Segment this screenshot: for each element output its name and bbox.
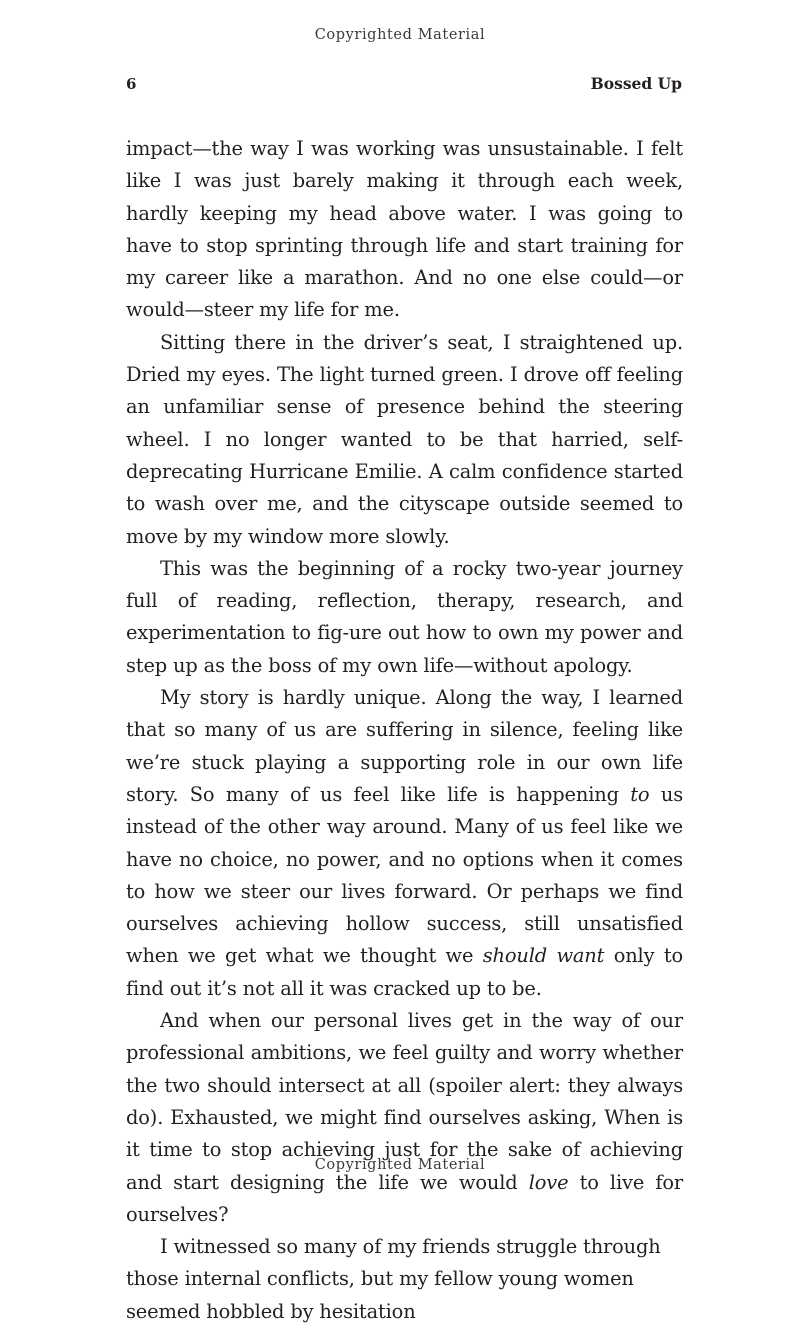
text-run: My story is hardly unique. Along the way, I learned that so many of us are suffering in silence, feeling like we’re stuck playing a supporting role in our own life story. So many of us feel like life is happening <box>126 686 683 806</box>
copyright-watermark-top: Copyrighted Material <box>314 27 486 43</box>
text-run: impact—the way I was working was unsustainable. I felt like I was just barely making it through each week, hardly keeping my head above water. I was going to have to stop sprinting through life and start training for my career like a marathon. And no one else could—or would—steer my life for me. <box>126 137 683 322</box>
paragraph <box>126 553 683 682</box>
text-run: only to find out it’s not all it was cracked up to be. <box>126 944 683 1000</box>
text-run: Sitting there in the driver’s seat, I straightened up. Dried my eyes. The light turned green. I drove off feeling an unfamiliar sense of presence behind the steering wheel. I no longer wanted to be that harried, self-deprecating Hurricane Emilie. A calm confidence started to wash over me, and the cityscape outside seemed to move by my window more slowly. <box>126 330 683 548</box>
paragraph <box>126 682 683 1005</box>
paragraph <box>126 133 683 327</box>
copyright-watermark-bottom: Copyrighted Material <box>314 1157 486 1173</box>
text-run: us instead of the other way around. Many of us feel like we have no choice, no power, and no options when it comes to how we steer our lives forward. Or perhaps we find ourselves achieving hollow success, still unsatisfied when we get what we thought we <box>126 782 684 968</box>
text-run: This was the beginning of a rocky two-year journey full of reading, reflection, therapy, research, and experimentation to fig-ure out how to own my power and step up as the boss of my own life—without apology. <box>126 556 683 677</box>
paragraph <box>126 327 683 553</box>
paragraph <box>126 1231 683 1328</box>
text-run: And when our personal lives get in the way of our professional ambitions, we feel guilty and worry whether the two should intersect at all (spoiler alert: they always do). Exhausted, we might find ourselves asking, When is it time to stop achieving just for the sake of achieving and start designing the life we would <box>126 1009 683 1194</box>
page-body-text <box>126 133 683 1328</box>
emphasis-text: to <box>630 782 650 806</box>
paragraph <box>126 1005 683 1231</box>
page-number: 6 <box>126 75 137 93</box>
text-run: to live for ourselves? <box>126 1170 683 1226</box>
emphasis-text: love <box>528 1170 569 1194</box>
emphasis-text: should want <box>482 944 605 968</box>
book-title: Bossed Up <box>590 74 682 93</box>
text-run: I witnessed so many of my friends struggle through those internal conflicts, but my fellow young women seemed hobbled by hesitation <box>126 1235 661 1323</box>
running-head <box>126 74 682 93</box>
